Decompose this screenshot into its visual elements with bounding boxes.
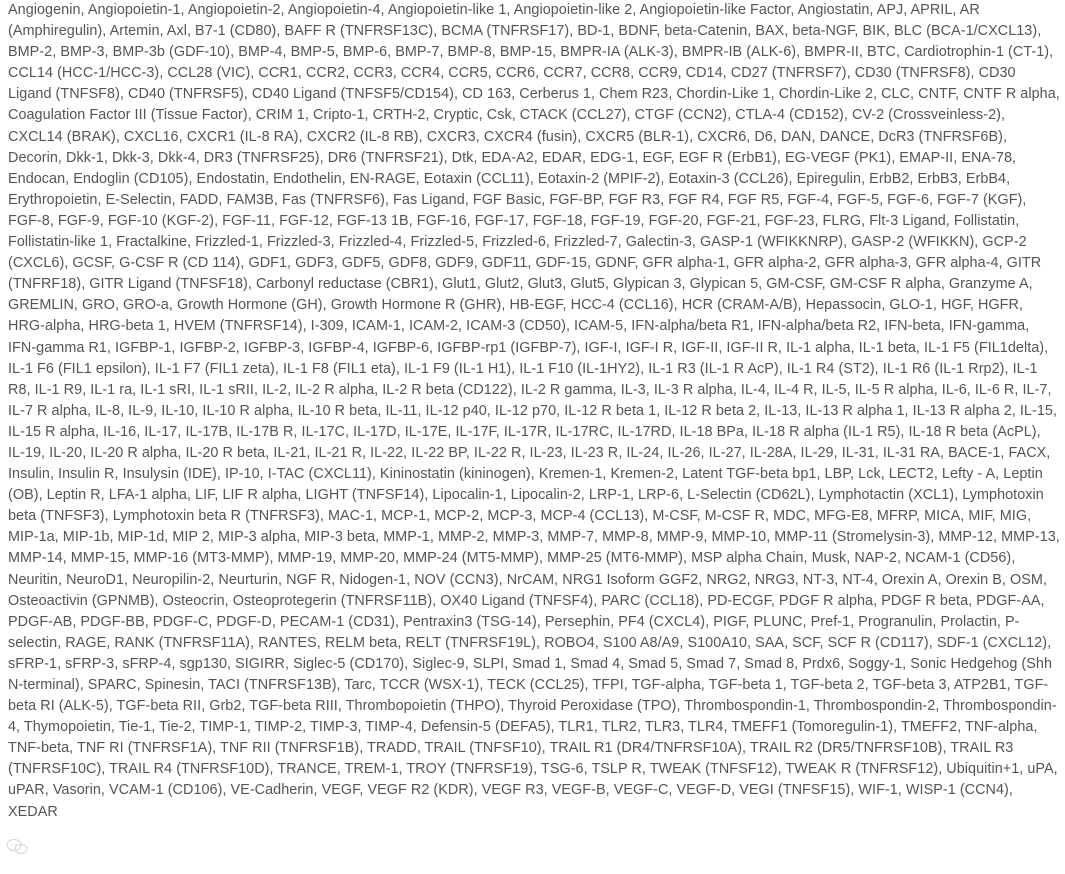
protein-list-text: Angiogenin, Angiopoietin-1, Angiopoietin-2, Angiopoietin-4, Angiopoietin-like 1, Angiopoietin-like 2, Angiopoietin-like Factor, Angiostatin, APJ, APRIL, AR (Amphiregulin), Artemin, Axl, B7-1 (CD80), BAFF R (TNFRSF13C), BCMA (TNFRSF17), BD-1, BDNF, beta-Catenin, BAX, beta-NGF, BIK, BLC (BCA-1/CXCL13), BMP-2, BMP-3, BMP-3b (GDF-10), BMP-4, BMP-5, BMP-6, BMP-7, BMP-8, BMP-15, BMPR-IA (ALK-3), BMPR-IB (ALK-6), BMPR-II, BTC, Cardiotrophin-1 (CT-1), CCL14 (HCC-1/HCC-3), CCL28 (VIC), CCR1, CCR2, CCR3, CCR4, CCR5, CCR6, CCR7, CCR8, CCR9, CD14, CD27 (TNFRSF7), CD30 (TNFRSF8), CD30 Ligand (TNFSF8), CD40 (TNFRSF5), CD40 Ligand (TNFSF5/CD154), CD 163, Cerberus 1, Chem R23, Chordin-Like 1, Chordin-Like 2, CLC, CNTF, CNTF R alpha, Coagulation Factor III (Tissue Factor), CRIM 1, Cripto-1, CRTH-2, Cryptic, Csk, CTACK (CCL27), CTGF (CCN2), CTLA-4 (CD152), CV-2 (Crossveinless-2), CXCL14 (BRAK), CXCL16, CXCR1 (IL-8 RA), CXCR2 (IL-8 RB), CXCR3, CXCR4 (fusin), CXCR5 (BLR-1), CXCR6, D6, DAN, DANCE, DcR3 (TNFRSF6B), Decorin, Dkk-1, Dkk-3, Dkk-4, DR3 (TNFRSF25), DR6 (TNFRSF21), Dtk, EDA-A2, EDAR, EDG-1, EGF, EGF R (ErbB1), EG-VEGF (PK1), EMAP-II, ENA-78, Endocan, Endoglin (CD105), Endostatin, Endothelin, EN-RAGE, Eotaxin (CCL11), Eotaxin-2 (MPIF-2), Eotaxin-3 (CCL26), Epiregulin, ErbB2, ErbB3, ErbB4, Erythropoietin, E-Selectin, FADD, FAM3B, Fas (TNFRSF6), Fas Ligand, FGF Basic, FGF-BP, FGF R3, FGF R4, FGF R5, FGF-4, FGF-5, FGF-6, FGF-7 (KGF), FGF-8, FGF-9, FGF-10 (KGF-2), FGF-11, FGF-12, FGF-13 1B, FGF-16, FGF-17, FGF-18, FGF-19, FGF-20, FGF-21, FGF-23, FLRG, Flt-3 Ligand, Follistatin, Follistatin-like 1, Fractalkine, Frizzled-1, Frizzled-3, Frizzled-4, Frizzled-5, Frizzled-6, Frizzled-7, Galectin-3, GASP-1 (WFIKKNRP), GASP-2 (WFIKKN), GCP-2 (CXCL6), GCSF, G-CSF R (CD 114), GDF1, GDF3, GDF5, GDF8, GDF9, GDF11, GDF-15, GDNF, GFR alpha-1, GFR alpha-2, GFR alpha-3, GFR alpha-4, GITR (TNFRF18), GITR Ligand (TNFSF18), Carbonyl reductase (CBR1), Glut1, Glut2, Glut3, Glut5, Glypican 3, Glypican 5, GM-CSF, GM-CSF R alpha, Granzyme A, GREMLIN, GRO, GRO-a, Growth Hormone (GH), Growth Hormone R (GHR), HB-EGF, HCC-4 (CCL16), HCR (CRAM-A/B), Hepassocin, GLO-1, HGF, HGFR, HRG-alpha, HRG-beta 1, HVEM (TNFRSF14), I-309, ICAM-1, ICAM-2, ICAM-3 (CD50), ICAM-5, IFN-alpha/beta R1, IFN-alpha/beta R2, IFN-beta, IFN-gamma, IFN-gamma R1, IGFBP-1, IGFBP-2, IGFBP-3, IGFBP-4, IGFBP-6, IGFBP-rp1 (IGFBP-7), IGF-I, IGF-I R, IGF-II, IGF-II R, IL-1 alpha, IL-1 beta, IL-1 F5 (FIL1delta), IL-1 F6 (FIL1 epsilon), IL-1 F7 (FIL1 zeta), IL-1 F8 (FIL1 eta), IL-1 F9 (IL-1 H1), IL-1 F10 (IL-1HY2), IL-1 R3 (IL-1 R AcP), IL-1 R4 (ST2), IL-1 R6 (IL-1 Rrp2), IL-1 R8, IL-1 R9, IL-1 ra, IL-1 sRI, IL-1 sRII, IL-2, IL-2 R alpha, IL-2 R beta (CD122), IL-2 R gamma, IL-3, IL-3 R alpha, IL-4, IL-4 R, IL-5, IL-5 R alpha, IL-6, IL-6 R, IL-7, IL-7 R alpha, IL-8, IL-9, IL-10, IL-10 R alpha, IL-10 R beta, IL-11, IL-12 p40, IL-12 p70, IL-12 R beta 1, IL-12 R beta 2, IL-13, IL-13 R alpha 1, IL-13 R alpha 2, IL-15, IL-15 R alpha, IL-16, IL-17, IL-17B, IL-17B R, IL-17C, IL-17D, IL-17E, IL-17F, IL-17R, IL-17RC, IL-17RD, IL-18 BPa, IL-18 R alpha (IL-1 R5), IL-18 R beta (AcPL), IL-19, IL-20, IL-20 R alpha, IL-20 R beta, IL-21, IL-21 R, IL-22, IL-22 BP, IL-22 R, IL-23, IL-23 R, IL-24, IL-26, IL-27, IL-28A, IL-29, IL-31, IL-31 RA, BACE-1, FACX, Insulin, Insulin R, Insulysin (IDE), IP-10, I-TAC (CXCL11), Kininostatin (kininogen), Kremen-1, Kremen-2, Latent TGF-beta bp1, LBP, Lck, LECT2, Lefty - A, Leptin (OB), Leptin R, LFA-1 alpha, LIF, LIF R alpha, LIGHT (TNFSF14), Lipocalin-1, Lipocalin-2, LRP-1, LRP-6, L-Selectin (CD62L), Lymphotactin (XCL1), Lymphotoxin beta (TNFSF3), Lymphotoxin beta R (TNFRSF3), MAC-1, MCP-1, MCP-2, MCP-3, MCP-4 (CCL13), M-CSF, M-CSF R, MDC, MFG-E8, MFRP, MICA, MIF, MIG, MIP-1a, MIP-1b, MIP-1d, MIP 2, MIP-3 alpha, MIP-3 beta, MMP-1, MMP-2, MMP-3, MMP-7, MMP-8, MMP-9, MMP-10, MMP-11 (Stromelysin-3), MMP-12, MMP-13, MMP-14, MMP-15, MMP-16 (MT3-MMP), MMP-19, MMP-20, MMP-24 (MT5-MMP), MMP-25 (MT6-MMP), MSP alpha Chain, Musk, NAP-2, NCAM-1 (CD56), Neuritin, NeuroD1, Neuropilin-2, Neurturin, NGF R, Nidogen-1, NOV (CCN3), NrCAM, NRG1 Isoform GGF2, NRG2, NRG3, NT-3, NT-4, Orexin A, Orexin B, OSM, Osteoactivin (GPNMB), Osteocrin, Osteoprotegerin (TNFRSF11B), OX40 Ligand (TNFSF4), PARC (CCL18), PD-ECGF, PDGF R alpha, PDGF R beta, PDGF-AA, PDGF-AB, PDGF-BB, PDGF-C, PDGF-D, PECAM-1 (CD31), Pentraxin3 (TSG-14), Persephin, PF4 (CXCL4), PIGF, PLUNC, Pref-1, Progranulin, Prolactin, P-selectin, RAGE, RANK (TNFRSF11A), RANTES, RELM beta, RELT (TNFRSF19L), ROBO4, S100 A8/A9, S100A10, SAA, SCF, SCF R (CD117), SDF-1 (CXCL12), sFRP-1, sFRP-3, sFRP-4, sgp130, SIGIRR, Siglec-5 (CD170), Siglec-9, SLPI, Smad 1, Smad 4, Smad 5, Smad 7, Smad 8, Prdx6, Soggy-1, Sonic Hedgehog (Shh N-terminal), SPARC, Spinesin, TACI (TNFRSF13B), Tarc, TCCR (WSX-1), TECK (CCL25), TFPI, TGF-alpha, TGF-beta 1, TGF-beta 2, TGF-beta 3, ATP2B1, TGF-beta RI (ALK-5), TGF-beta RII, Grb2, TGF-beta RIII, Thrombopoietin (THPO), Thyroid Peroxidase (TPO), Thrombospondin-1, Thrombospondin-2, Thrombospondin-4, Thymopoietin, Tie-1, Tie-2, TIMP-1, TIMP-2, TIMP-3, TIMP-4, Defensin-5 (DEFA5), TLR1, TLR2, TLR3, TLR4, TMEFF1 (Tomoregulin-1), TMEFF2, TNF-alpha, TNF-beta, TNF RI (TNFRSF1A), TNF RII (TNFRSF1B), TRADD, TRAIL (TNFSF10), TRAIL R1 (DR4/TNFRSF10A), TRAIL R2 (DR5/TNFRSF10B), TRAIL R3 (TNFRSF10C), TRAIL R4 (TNFRSF10D), TRANCE, TREM-1, TROY (TNFRSF19), TSG-6, TSLP R, TWEAK (TNFSF12), TWEAK R (TNFRSF12), Ubiquitin+1, uPA, uPAR, Vasorin, VCAM-1 (CD106), VE-Cadherin, VEGF, VEGF R2 (KDR), VEGF R3, VEGF-B, VEGF-C, VEGF-D, VEGI (TNFSF15), WIF-1, WISP-1 (CCN4), XEDAR bbox=[8, 2, 1060, 820]
watermark-logo bbox=[6, 838, 28, 856]
chat-bubble-icon bbox=[6, 838, 28, 856]
